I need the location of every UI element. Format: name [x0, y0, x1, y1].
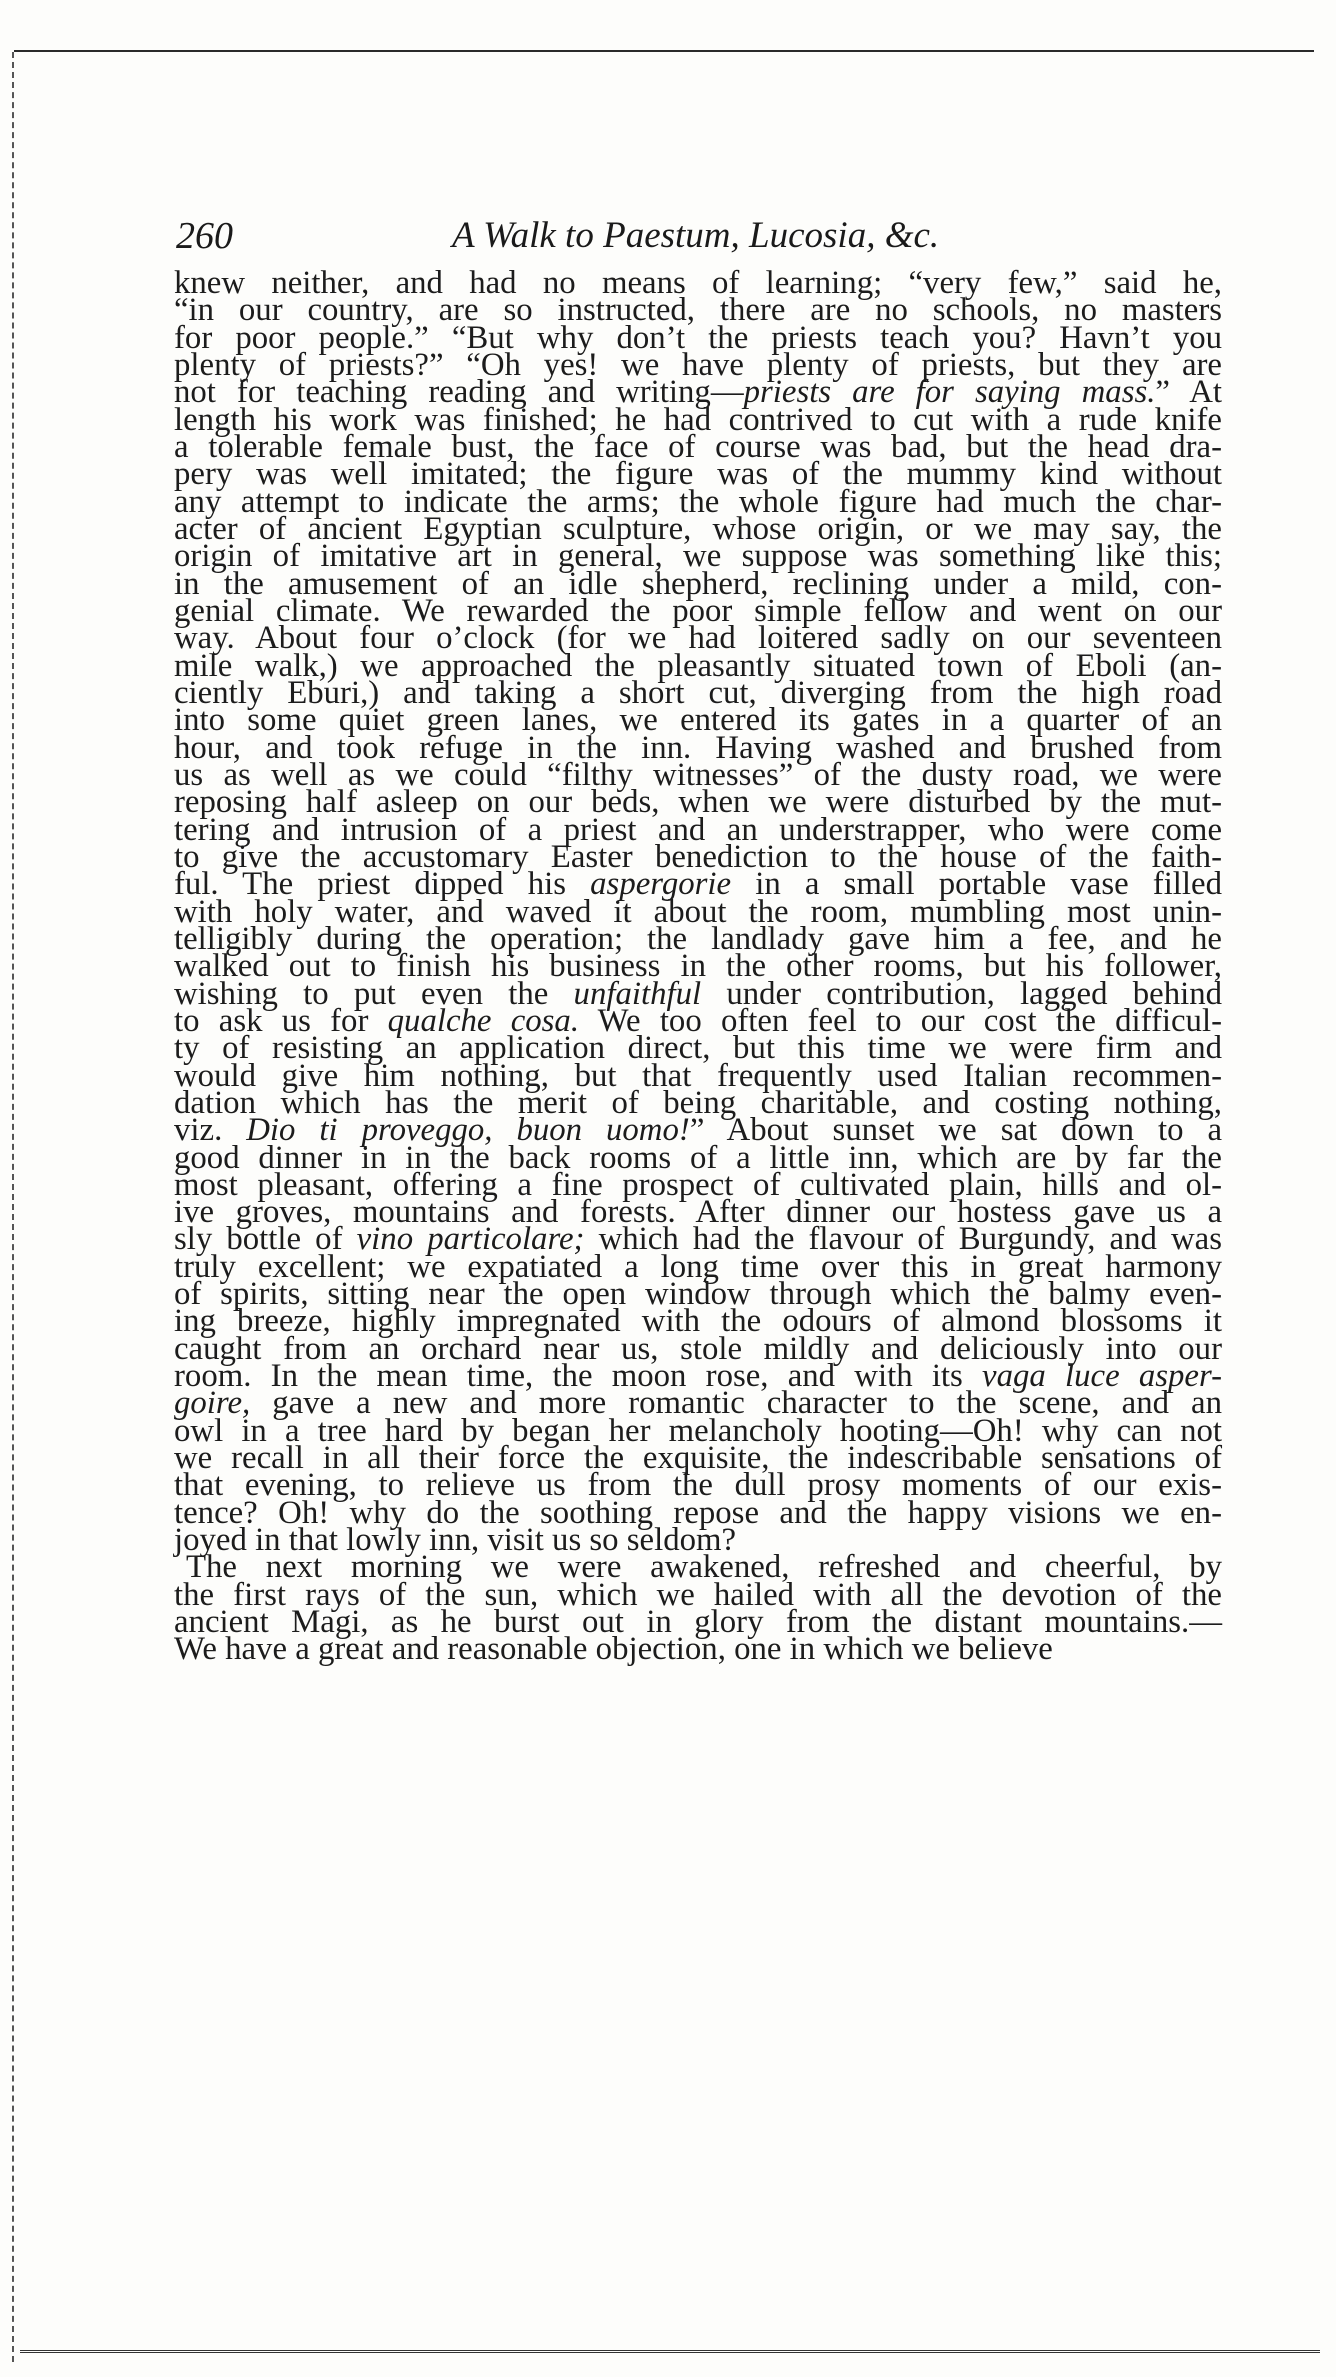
italic-run: vaga luce asper-	[982, 1358, 1223, 1395]
text-run: of spirits, sitting near the open window through which the balmy even-	[174, 1276, 1222, 1313]
text-run: tence? Oh! why do the soothing repose and the happy visions we en-	[174, 1494, 1222, 1531]
italic-run: goire,	[174, 1385, 251, 1422]
text-run: wishing to put even the	[174, 975, 574, 1012]
text-run: ciently Eburi,) and taking a short cut, diverging from the high road	[174, 674, 1222, 711]
text-run: viz.	[174, 1112, 247, 1149]
text-run: telligibly during the operation; the landlady gave him a fee, and he	[174, 920, 1222, 957]
text-run: good dinner in in the back rooms of a little inn, which are by far the	[174, 1139, 1222, 1176]
text-run: ancient Magi, as he burst out in glory from the distant mountains.—	[174, 1604, 1222, 1641]
text-run: joyed in that lowly inn, visit us so seldom?	[174, 1522, 737, 1559]
text-run: mile walk,) we approached the pleasantly situated town of Eboli (an-	[174, 647, 1222, 684]
text-run: The next morning we were awakened, refreshed and cheerful, by	[186, 1549, 1222, 1586]
text-run: ive groves, mountains and forests. After dinner our hostess gave us a	[174, 1194, 1222, 1231]
italic-run: vino particolare;	[356, 1221, 585, 1258]
text-run: which had the flavour of Burgundy, and was	[584, 1221, 1222, 1258]
italic-run: Dio ti proveggo, buon uomo!	[246, 1112, 690, 1149]
text-run: under contribution, lagged behind	[701, 975, 1223, 1012]
text-run: We too often feel to our cost the difficul-	[579, 1002, 1222, 1039]
text-run: caught from an orchard near us, stole mildly and deliciously into our	[174, 1330, 1222, 1367]
text-line	[174, 1631, 1222, 1668]
body-text	[174, 265, 1223, 2150]
text-run: We have a great and reasonable objection, one in which we believe	[174, 1631, 1053, 1668]
text-run: pery was well imitated; the figure was of the mummy kind without	[174, 456, 1222, 493]
italic-run: aspergorie	[590, 866, 732, 903]
text-run: genial climate. We rewarded the poor simple fellow and went on our	[174, 592, 1222, 629]
text-run: into some quiet green lanes, we entered its gates in a quarter of an	[174, 702, 1222, 739]
page-header	[176, 210, 1216, 260]
italic-run: priests are for saying mass.	[743, 374, 1156, 411]
text-run: any attempt to indicate the arms; the whole figure had much the char-	[174, 483, 1222, 520]
text-run: ing breeze, highly impregnated with the odours of almond blossoms it	[174, 1303, 1222, 1340]
text-run: with holy water, and waved it about the room, mumbling most unin-	[174, 893, 1222, 930]
text-run: not for teaching reading and writing—	[174, 374, 744, 411]
text-run: for poor people.” “But why don’t the priests teach you? Havn’t you	[174, 319, 1222, 356]
text-run: plenty of priests?” “Oh yes! we have plenty of priests, but they are	[174, 346, 1222, 383]
text-run: to ask us for	[174, 1002, 388, 1039]
text-run: hour, and took refuge in the inn. Having washed and brushed from	[174, 729, 1222, 766]
text-run: way. About four o’clock (for we had loitered sadly on our seventeen	[174, 620, 1222, 657]
text-run: the first rays of the sun, which we hailed with all the devotion of the	[174, 1576, 1222, 1613]
text-run: “in our country, are so instructed, there are no schools, no masters	[174, 292, 1222, 329]
text-run: owl in a tree hard by began her melancholy hooting—Oh! why can not	[174, 1412, 1222, 1449]
text-run: us as well as we could “filthy witnesses” of the dusty road, we were	[174, 756, 1222, 793]
text-run: would give him nothing, but that frequently used Italian recommen-	[174, 1057, 1222, 1094]
text-run: tering and intrusion of a priest and an understrapper, who were come	[174, 811, 1222, 848]
text-run: ty of resisting an application direct, but this time we were firm and	[174, 1030, 1222, 1067]
text-run: a tolerable female bust, the face of course was bad, but the head dra-	[174, 428, 1222, 465]
page-left-rule	[12, 52, 14, 2362]
text-run: length his work was finished; he had contrived to cut with a rude knife	[174, 401, 1222, 438]
text-run: ful. The priest dipped his	[174, 866, 591, 903]
text-run: truly excellent; we expatiated a long time over this in great harmony	[174, 1248, 1222, 1285]
text-run: ” About sunset we sat down to a	[689, 1112, 1223, 1149]
text-run: sly bottle of	[174, 1221, 357, 1258]
text-run: in a small portable vase filled	[731, 866, 1222, 903]
italic-run: unfaithful	[573, 975, 702, 1012]
text-run: walked out to finish his business in the other rooms, but his follower,	[174, 948, 1222, 985]
text-run: room. In the mean time, the moon rose, and with its	[174, 1358, 983, 1395]
text-run: origin of imitative art in general, we suppose was something like this;	[174, 538, 1222, 575]
text-run: ” At	[1155, 374, 1222, 411]
running-head: A Walk to Paestum, Lucosia, &c.	[452, 215, 940, 256]
text-run: acter of ancient Egyptian sculpture, whose origin, or we may say, the	[174, 510, 1222, 547]
page-top-rule	[14, 50, 1314, 52]
text-run: gave a new and more romantic character to the scene, and an	[250, 1385, 1222, 1422]
text-run: reposing half asleep on our beds, when we were disturbed by the mut-	[174, 784, 1222, 821]
italic-run: qualche cosa.	[387, 1002, 580, 1039]
text-run: that evening, to relieve us from the dull prosy moments of our exis-	[174, 1467, 1222, 1504]
text-run: knew neither, and had no means of learning; “very few,” said he,	[174, 265, 1222, 301]
text-run: dation which has the merit of being charitable, and costing nothing,	[174, 1084, 1222, 1121]
page-number: 260	[176, 215, 233, 257]
text-run: most pleasant, offering a fine prospect of cultivated plain, hills and ol-	[174, 1166, 1222, 1203]
page-bottom-rule	[20, 2350, 1320, 2353]
text-run: we recall in all their force the exquisite, the indescribable sensations of	[174, 1440, 1222, 1477]
text-run: to give the accustomary Easter benediction to the house of the faith-	[174, 838, 1222, 875]
text-run: in the amusement of an idle shepherd, reclining under a mild, con-	[174, 565, 1222, 602]
